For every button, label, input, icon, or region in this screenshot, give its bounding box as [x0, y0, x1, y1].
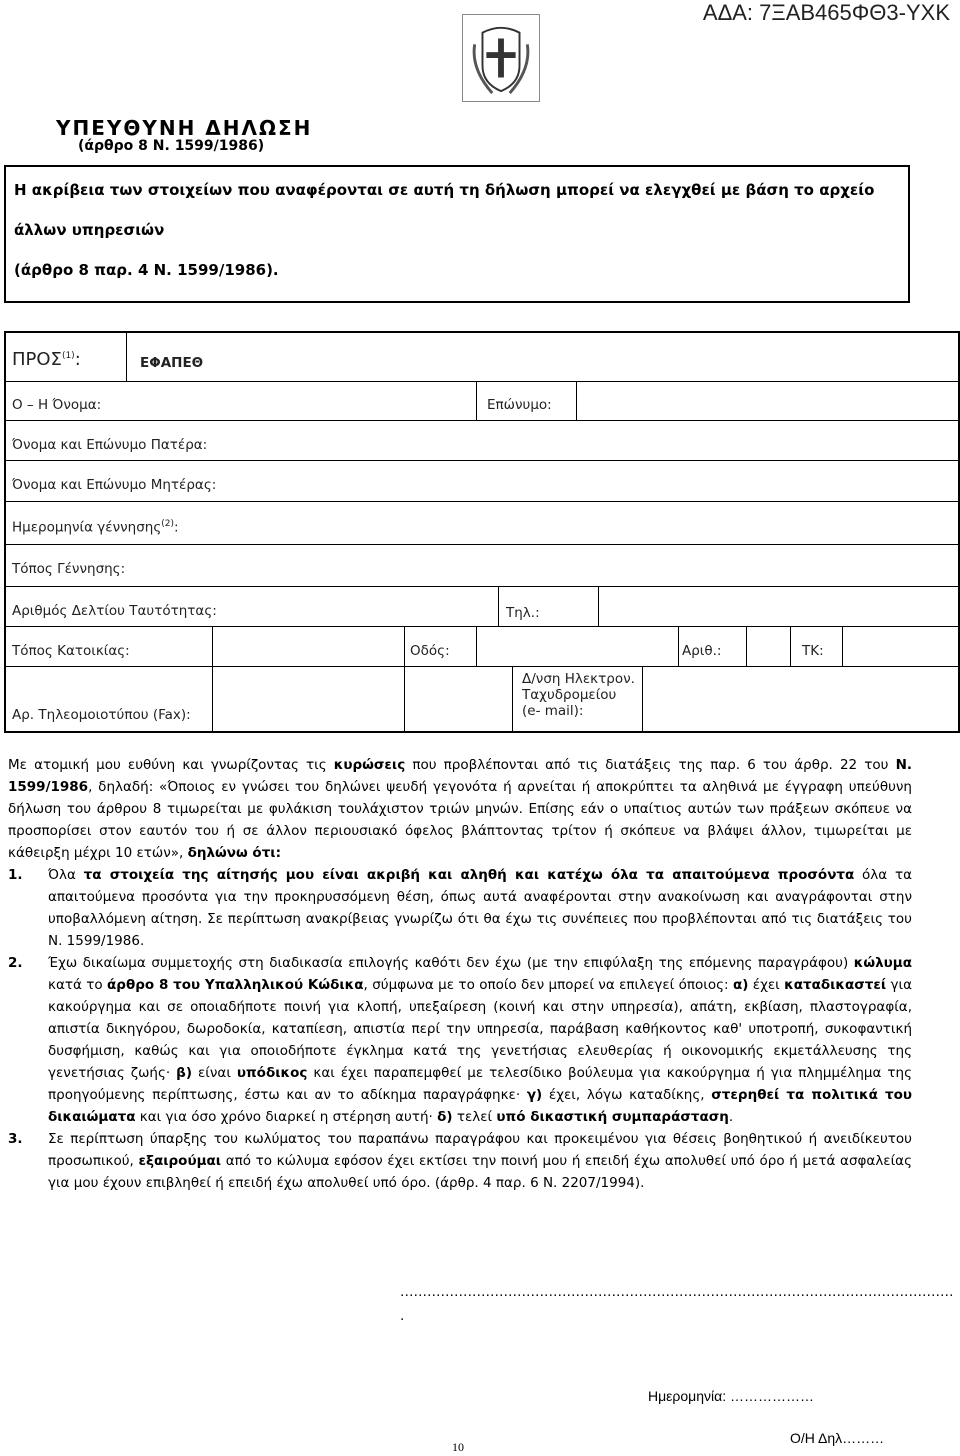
ada-code: ΑΔΑ: 7ΞΑΒ465ΦΘ3-ΥΧΚ [702, 0, 950, 25]
declaration-form [4, 331, 960, 733]
form-rule [790, 626, 791, 666]
form-rule [126, 333, 127, 381]
form-rule [6, 420, 958, 421]
notice-box [4, 165, 910, 303]
form-rule [678, 626, 679, 666]
form-rule [576, 381, 577, 420]
form-rule [842, 626, 843, 666]
fax-label: Αρ. Τηλεομοιοτύπου (Fax): [12, 707, 191, 723]
declaration-item-2: 2. Έχω δικαίωμα συμμετοχής στη διαδικασία επιλογής καθότι δεν έχω (με την επιφύλαξη της επόμενης παραγράφου) κώλυμα κατά το άρθρο 8 του Υπαλληλικού Κώδικα, σύμφωνα με το οποίο δεν μπορεί να επιλεγεί όποιος: α) έχει καταδικαστεί για κακούργημα και σε οποιαδήποτε ποινή για κλοπή, υπεξαίρεση (κοινή και στην υπηρεσία), απάτη, εκβίαση, πλαστογραφία, απιστία δικηγόρου, δωροδοκία, καταπίεση, απιστία περί την υπηρεσία, παράβαση καθήκοντος καθ' υποτροπή, συκοφαντική δυσφήμιση, καθώς και για οποιοδήποτε έγκλημα κατά της γενετήσιας ελευθερίας ή οικονομικής εκμετάλλευσης της γενετήσιας ζωής· β) είναι υπόδικος και έχει παραπεμφθεί με τελεσίδικο βούλευμα για κακούργημα ή για πλημμέλημα της προηγούμενης περίπτωσης, έστω και αν το αδίκημα παραγράφηκε· γ) έχει, λόγω καταδίκης, στερηθεί τα πολιτικά του δικαιώματα και για όσο χρόνο διαρκεί η στέρηση αυτή· δ) τελεί υπό δικαστική συμπαράσταση. [8, 955, 913, 1125]
form-rule [6, 460, 958, 461]
id-number-label: Αριθμός Δελτίου Ταυτότητας: [12, 603, 217, 619]
surname-label: Επώνυμο: [487, 397, 552, 413]
declaration-item-3: 3. Σε περίπτωση ύπαρξης του κωλύματος του παραπάνω παραγράφου και προκειμένου για θέσεις βοηθητικού ή ανειδίκευτου προσωπικού, εξαιρούμαι από το κώλυμα εφόσον έχει εκτίσει την ποινή μου ή επειδή έχω απολυθεί υπό όρο ή μετά ασφαλείας για μου έχουν επιβληθεί ή επειδή έχω απολυθεί υπό όρο. (άρθρ. 4 παρ. 6 Ν. 2207/1994). [8, 1131, 912, 1191]
dotted-line: …………………………………………………………………………………………………………… [400, 1284, 954, 1300]
notice-line-2: άλλων υπηρεσιών [14, 221, 165, 239]
notice-line-1: Η ακρίβεια των στοιχείων που αναφέρονται σε αυτή τη δήλωση μπορεί να ελεγχθεί με βάση το αρχείο [14, 181, 875, 199]
pros-label: ΠΡΟΣ$^{(1)}$: [12, 349, 81, 370]
dotted-line-end: . [400, 1308, 405, 1324]
form-rule [6, 501, 958, 502]
date-field: Ημερομηνία: ……………… [648, 1388, 815, 1404]
pros-value: ΕΦΑΠΕΘ [140, 355, 204, 371]
document-subtitle: (άρθρο 8 Ν. 1599/1986) [78, 138, 265, 154]
street-label: Οδός: [410, 643, 450, 659]
form-rule [476, 626, 477, 666]
postal-code-label: ΤΚ: [802, 643, 824, 659]
form-rule [476, 381, 477, 420]
form-rule [6, 544, 958, 545]
form-rule [642, 666, 643, 731]
mother-label: Όνομα και Επώνυμο Μητέρας: [12, 477, 217, 493]
email-label: Δ/νση Ηλεκτρον. Ταχυδρομείου (e- mail): [522, 671, 635, 719]
form-rule [6, 626, 958, 627]
intro-paragraph: Με ατομική μου ευθύνη και γνωρίζοντας τις κυρώσεις που προβλέπονται από τις διατάξεις της παρ. 6 του άρθρ. 22 του Ν. 1599/1986, δηλαδή: «Όποιος εν γνώσει του δηλώνει ψευδή γεγονότα ή αρνείται ή αποκρύπτει τα αληθινά με έγγραφη υπεύθυνη δήλωση του άρθρου 8 τιμωρείται με φυλάκιση τουλάχιστον τριών μηνών. Επίσης εάν ο υπαίτιος αυτών των πράξεων σκόπευε να προσπορίσει στον εαυτόν του ή σε άλλον περιουσιακό όφελος βλάπτοντας τρίτον ή σκόπευε να βλάψει άλλον, τιμωρείται με κάθειρξη μέχρι 10 ετών», δηλώνω ότι: [8, 757, 912, 861]
father-label: Όνομα και Επώνυμο Πατέρα: [12, 437, 208, 453]
signature-field: Ο/Η Δηλ……… [790, 1430, 885, 1446]
form-rule [598, 586, 599, 626]
declaration-item-1: 1. Όλα τα στοιχεία της αίτησής μου είναι ακριβή και αληθή και κατέχω όλα τα απαιτούμενα προσόντα όλα τα απαιτούμενα προσόντα για την προκηρυσσόμενη θέση, όπως αυτά αναφέρονται στην ανακοίνωση και αναγράφονται στην υποβαλλόμενη αίτηση. Σε περίπτωση ανακρίβειας γνωρίζω ότι θα έχω τις συνέπειες που προβλέπονται από τις διατάξεις του Ν. 1599/1986. [8, 867, 912, 949]
form-rule [6, 586, 958, 587]
street-number-label: Αριθ.: [682, 643, 722, 659]
declaration-text [8, 754, 912, 1194]
birthplace-label: Τόπος Γέννησης: [12, 561, 126, 577]
residence-label: Τόπος Κατοικίας: [12, 643, 130, 659]
form-rule [6, 666, 958, 667]
form-rule [746, 626, 747, 666]
greek-emblem-icon [462, 14, 540, 102]
form-rule [498, 586, 499, 626]
form-rule [212, 626, 213, 731]
birthdate-label: Ημερομηνία γέννησης$^{(2)}$: [12, 519, 179, 536]
name-label: Ο – Η Όνομα: [12, 397, 102, 413]
phone-label: Τηλ.: [506, 605, 540, 621]
form-rule [404, 626, 405, 731]
form-rule [512, 666, 513, 731]
form-rule [6, 381, 958, 382]
notice-line-3: (άρθρο 8 παρ. 4 Ν. 1599/1986). [14, 261, 279, 279]
document-title: ΥΠΕΥΘΥΝΗ ΔΗΛΩΣΗ [56, 116, 313, 140]
page-number: 10 [452, 1440, 464, 1454]
